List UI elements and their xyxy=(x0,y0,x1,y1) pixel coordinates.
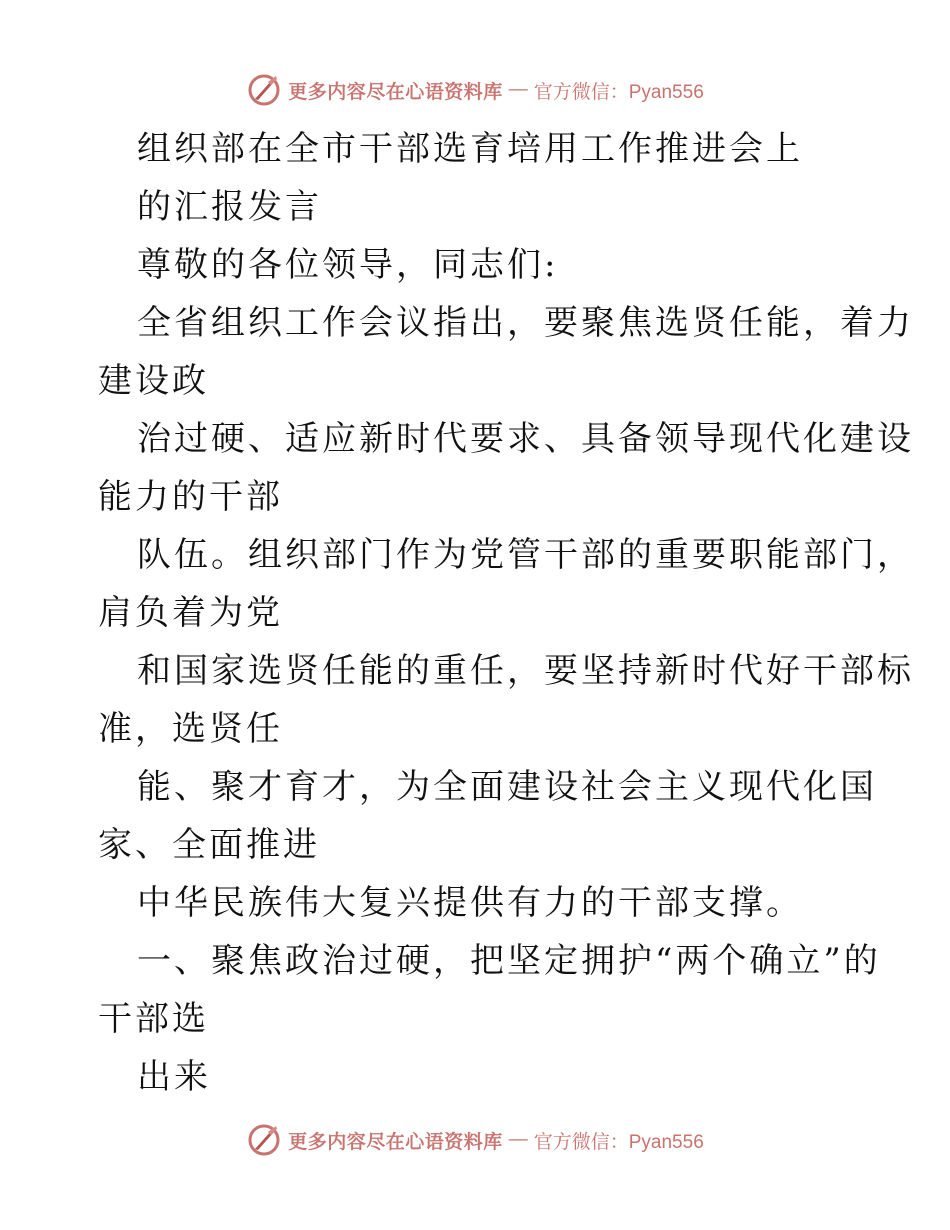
paragraph-line: 治过硬、适应新时代要求、具备领导现代化建设 xyxy=(137,419,914,459)
paragraph-line: 建设政 xyxy=(98,361,209,401)
document-body xyxy=(98,120,914,1106)
paragraph-line: 肩负着为党 xyxy=(98,593,283,633)
footer-watermark xyxy=(0,1120,950,1160)
paragraph-line: 准，选贤任 xyxy=(98,709,283,749)
paragraph-line: 家、全面推进 xyxy=(98,825,320,865)
watermark-dash: — xyxy=(508,79,528,100)
paragraph-line: 和国家选贤任能的重任，要坚持新时代好干部标 xyxy=(137,651,914,691)
paragraph-line: 队伍。组织部门作为党管干部的重要职能部门， xyxy=(137,535,914,575)
section-heading-line: 出来 xyxy=(137,1057,211,1097)
watermark-sub-text: 官方微信：Pyan556 xyxy=(533,1131,704,1153)
title-line-1: 组织部在全市干部选育培用工作推进会上 xyxy=(137,129,803,169)
quill-logo-icon xyxy=(246,1122,282,1158)
watermark-main-text: 更多内容尽在心语资料库 xyxy=(288,1130,503,1153)
paragraph-line: 中华民族伟大复兴提供有力的干部支撑。 xyxy=(137,883,803,923)
watermark-dash: — xyxy=(508,1129,528,1150)
paragraph-line: 能力的干部 xyxy=(98,477,283,517)
section-heading-line: 一、聚焦政治过硬，把坚定拥护“两个确立”的 xyxy=(137,941,881,981)
paragraph-line: 全省组织工作会议指出，要聚焦选贤任能，着力 xyxy=(137,303,914,343)
title-line-2: 的汇报发言 xyxy=(137,187,322,227)
header-watermark xyxy=(0,70,950,110)
quill-logo-icon xyxy=(246,72,282,108)
salutation: 尊敬的各位领导，同志们: xyxy=(137,245,559,285)
section-heading-line: 干部选 xyxy=(98,999,209,1039)
watermark-sub-text: 官方微信：Pyan556 xyxy=(533,81,704,103)
watermark-main-text: 更多内容尽在心语资料库 xyxy=(288,80,503,103)
paragraph-line: 能、聚才育才，为全面建设社会主义现代化国 xyxy=(137,767,877,807)
